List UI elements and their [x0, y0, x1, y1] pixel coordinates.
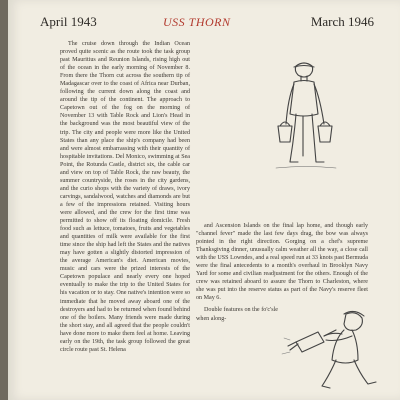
right-column-paragraph-2: Double features on the fo'c'sle when along-: [196, 307, 278, 322]
right-column-paragraph: and Ascension Islands on the final lap home, and though early "channel fever" made the last few days drag, the bow was always pointed in the right direction. Gorging on a chef's supreme Thanksgiving dinner, unusually calm weather all the way, a close call with the USS Lowndes, and a real speed run at 33 knots past Bermuda were the final antecedents to a month's overhaul in Brooklyn Navy Yard for some and civilian readjustment for the others. Enough of the crew was retained aboard to assure the Thorn to Charleston, where she was put into the reserve status as part of the Navy's reserve fleet on May 6.: [196, 223, 368, 302]
sailor-carrying-buckets-illustration: [256, 56, 352, 196]
sailor-with-grinder-illustration: [278, 302, 388, 400]
header-ship-name: USS THORN: [163, 15, 231, 29]
left-column-paragraph: The cruise down through the Indian Ocean proved quite scenic as the route took the task group past Mauritius and Reunion Islands, rising high out of the ocean in the early morning of November 8. From there the Thorn cut across the southern tip of Madagascar over to the coast of Africa near Durban, following the current down along the coast and around the tip of the continent. The approach to Capetown out of the fog on the morning of November 13 with Table Rock and Lion's Head in the background was the most beautiful view of the trip. The city and people were more like the United States than any place the ship's company had been and were almost embarrassing with their quantity of hospitable invitations. Del Monico, swimming at Sea Point, the Rotunda Castle, district six, the cable car and view on top of Table Rock, the raw beauty, the summer countryside, the roses in the city gardens, and the curio shops with the variety of draws, ivory carvings, sandalwood, watches and diamonds are but a few of the impressions retained. Visiting hours were allowed, and the crew for the first time was permitted to show off its floating domicile. Fresh food such as lettuce, tomatoes, fruits and vegetables and quantities of milk were available for the first time since the ship had left the States and the natives may have gotten a slightly distorted impression of the average American's diet. American movies, music and cars were the prized interests of the Capetown populace and nearly every one hoped eventually to make the trip to the United States for his vacation or to stay. One native's intention were so immediate that he moved away aboard one of the destroyers and had to be returned when found behind one of the boilers. Many friends were made during the short stay, and all agreed that the people couldn't have done more to make them feel at home. Leaving early on the 19th, the task group followed the great circle route past St. Helena: [60, 41, 190, 353]
left-column: [60, 40, 190, 354]
book-page: [8, 0, 400, 400]
header-left-date: April 1943: [40, 14, 97, 29]
header-right-date: March 1946: [310, 14, 374, 29]
